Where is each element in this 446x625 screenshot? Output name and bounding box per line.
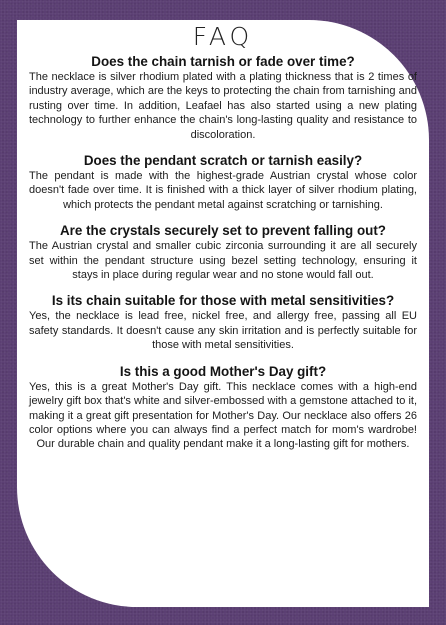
faq-card [17,20,429,607]
faq-question: Does the pendant scratch or tarnish easily? [83,153,363,169]
faq-question: Are the crystals securely set to prevent falling out? [60,223,386,239]
faq-item-mothers-day [29,363,417,452]
faq-answer: The pendant is made with the highest-grade Austrian crystal whose color doesn't fade over time. It is finished with a thick layer of silver rhodium plating, which protects the pendant metal against scratching or tarnishing. [29,170,417,211]
faq-question: Is this a good Mother's Day gift? [119,363,327,379]
faq-item-pendant-scratch [29,152,417,212]
faq-item-crystal-setting [29,222,417,282]
faq-answer: Yes, the necklace is lead free, nickel free, and allergy free, passing all EU safety standards. It doesn't cause any skin irritation and is perfectly suitable for those with metal sensitivities. [29,310,417,352]
faq-question: Does the chain tarnish or fade over time? [91,54,355,69]
faq-answer: Yes, this is a great Mother's Day gift. This necklace comes with a high-end jewelry gift box that's white and silver-embossed with a gemstone attached to it, making it a great gift presentation for Mother's Day. Our necklace also offers 26 color options where you can always find a perfect match for mom's wardrobe! Our durable chain and quality pendant make it a long-lasting gift for mothers. [29,380,417,451]
faq-item-chain-tarnish [29,53,417,142]
faq-answer: The necklace is silver rhodium plated with a plating thickness that is 2 times of industry average, which are the keys to protecting the chain from tarnishing and rusting over time. In addition, Leafael has also started using a new plating technology to further enhance the chain's long-lasting quality and resistance to discoloration. [29,71,417,141]
faq-question: Is its chain suitable for those with metal sensitivities? [51,293,395,309]
page-title: FAQ [192,22,254,51]
faq-item-metal-sensitivity [29,292,417,352]
faq-answer: The Austrian crystal and smaller cubic zirconia surrounding it are all securely set within the pendant structure using bezel setting technology, ensuring it stays in place during regular wear and no stone would fall out. [29,240,417,282]
